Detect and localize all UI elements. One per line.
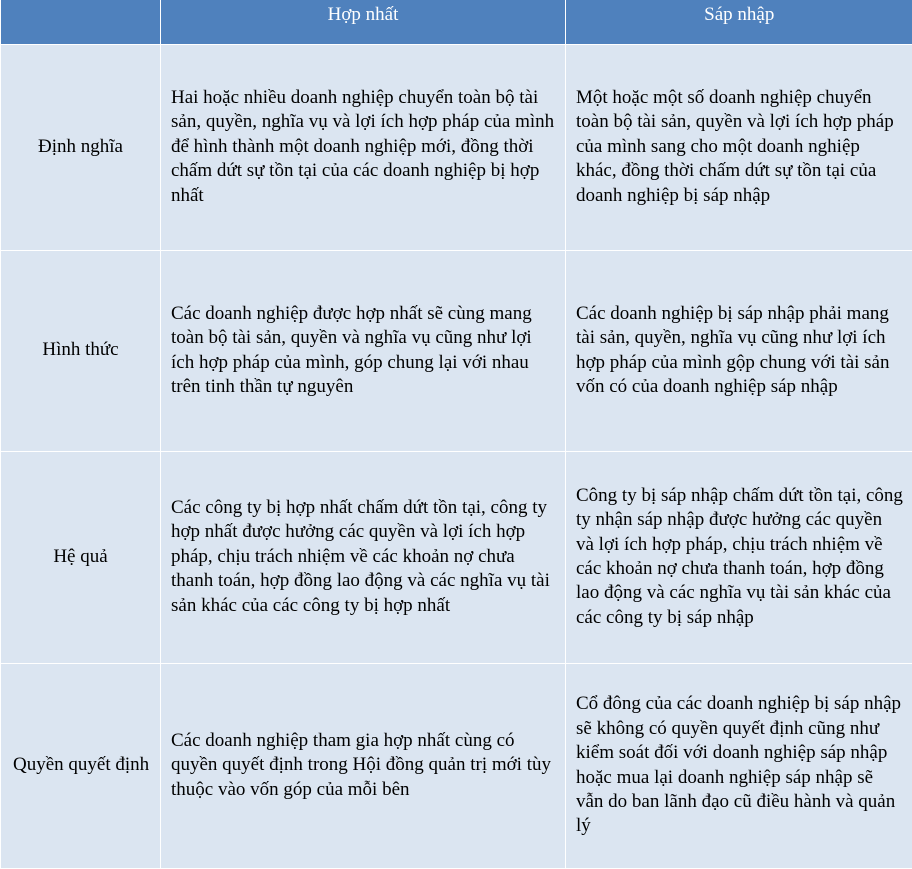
- cell-merge-consequence: Các công ty bị hợp nhất chấm dứt tồn tại, công ty hợp nhất được hưởng các quyền và lợi ích hợp pháp, chịu trách nhiệm về các khoản nợ chưa thanh toán, hợp đồng lao động và các nghĩa vụ tài sản khác của các công ty bị hợp nhất: [161, 451, 566, 663]
- header-acquire: Sáp nhập: [566, 0, 912, 44]
- header-row: [1, 0, 912, 44]
- cell-merge-definition: Hai hoặc nhiều doanh nghiệp chuyển toàn bộ tài sản, quyền, nghĩa vụ và lợi ích hợp pháp của mình để hình thành một doanh nghiệp mới, đồng thời chấm dứt sự tồn tại của các doanh nghiệp bị hợp nhất: [161, 44, 566, 250]
- header-blank-cell: [1, 0, 161, 44]
- row-label-definition: Định nghĩa: [1, 44, 161, 250]
- cell-merge-decision-rights: Các doanh nghiệp tham gia hợp nhất cùng có quyền quyết định trong Hội đồng quản trị mới tùy thuộc vào vốn góp của mỗi bên: [161, 663, 566, 868]
- table-row: [1, 663, 912, 868]
- cell-acquire-consequence: Công ty bị sáp nhập chấm dứt tồn tại, công ty nhận sáp nhập được hưởng các quyền và lợi ích hợp pháp, chịu trách nhiệm về các khoản nợ chưa thanh toán, hợp đồng lao động và các nghĩa vụ tài sản khác của các công ty bị sáp nhập: [566, 451, 912, 663]
- table-row: [1, 451, 912, 663]
- row-label-decision-rights: Quyền quyết định: [1, 663, 161, 868]
- table-header: [1, 0, 912, 44]
- cell-acquire-decision-rights: Cổ đông của các doanh nghiệp bị sáp nhập sẽ không có quyền quyết định cũng như kiểm soát đối với doanh nghiệp sáp nhập hoặc mua lại doanh nghiệp sáp nhập sẽ vẫn do ban lãnh đạo cũ điều hành và quản lý: [566, 663, 912, 868]
- cell-merge-form: Các doanh nghiệp được hợp nhất sẽ cùng mang toàn bộ tài sản, quyền và nghĩa vụ cũng như lợi ích hợp pháp của mình, góp chung lại với nhau trên tinh thần tự nguyên: [161, 250, 566, 451]
- header-merge: Hợp nhất: [161, 0, 566, 44]
- table-row: [1, 44, 912, 250]
- table-row: [1, 250, 912, 451]
- cell-acquire-form: Các doanh nghiệp bị sáp nhập phải mang tài sản, quyền, nghĩa vụ cũng như lợi ích hợp pháp của mình gộp chung với tài sản vốn có của doanh nghiệp sáp nhập: [566, 250, 912, 451]
- cell-acquire-definition: Một hoặc một số doanh nghiệp chuyển toàn bộ tài sản, quyền và lợi ích hợp pháp của mình sang cho một doanh nghiệp khác, đồng thời chấm dứt sự tồn tại của doanh nghiệp bị sáp nhập: [566, 44, 912, 250]
- table-body: [1, 44, 912, 868]
- row-label-form: Hình thức: [1, 250, 161, 451]
- row-label-consequence: Hệ quả: [1, 451, 161, 663]
